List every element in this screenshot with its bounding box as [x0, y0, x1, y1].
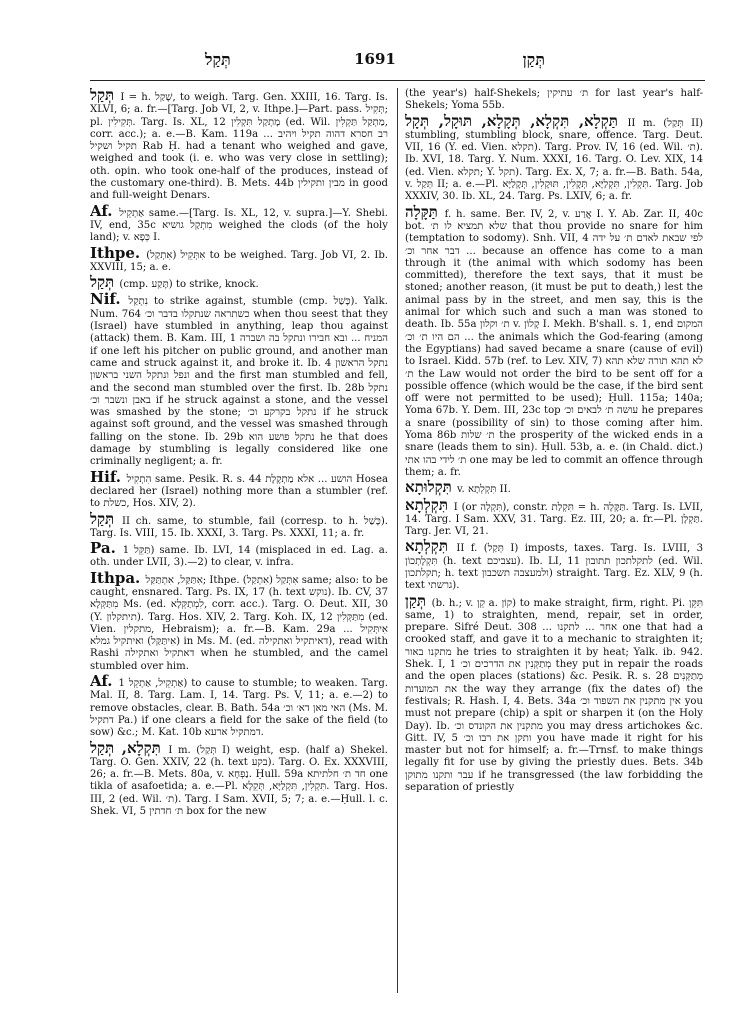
right-column: [405, 88, 703, 993]
entry-headword: תְּקַל: [90, 273, 115, 292]
entry-text: II ch. same, to stumble, fail (corresp. to h. כָּשַׁל). Targ. Is. VIII, 15. Ib. XXXI, 3. Targ. Ps. XXXI, 11; a. fr.: [90, 515, 388, 539]
entry-headword: Ithpe.: [90, 243, 141, 262]
dictionary-entry: [405, 88, 703, 113]
dictionary-entry: [90, 568, 388, 673]
entry-headword: תִּקְלְתָא: [405, 495, 448, 514]
running-head-left: תְּקַל: [205, 50, 231, 69]
entry-text: אַתְקֵיל same.—[Targ. Is. XL, 12, v. supra.]—Y. Shebi. IV, end, 35c מִתְקַל גושיא weighed the clods (of the holy land); v. כְּפָא I.: [90, 207, 388, 244]
entry-headword: תְּקַן: [405, 591, 426, 610]
dictionary-entry: [405, 539, 703, 592]
dictionary-entry: [405, 495, 703, 539]
entry-headword: תִּקְלְתָא: [405, 537, 448, 556]
entry-headword: תַּקָּלָה: [405, 202, 438, 221]
dictionary-entry: [90, 738, 388, 819]
dictionary-entry: [405, 480, 703, 496]
entry-text: (b. h.; v. קֵן a. קוֹן) to make straight, firm, right. Pi. תִּקֵּן same, 1) to straighten, mend, repair, set in order, prepare. Sifré Deut. 308 ... אחר ... לתקנו one that had a crooked staff, and gave it to a mechanic to straighten it; מתקנו באור he tries to straighten it by heat; Yalk. ib. 942. Shek. I, 1 מְתַקְּנִין את הדרכים וכ׳ they put in repair the roads and the open places (stations) &c. Pesik. R. s. 28 מְתַקְּנִים את המועדות the way they arrange (fix the dates of) the festivals; R. Hash. I, 4. Bets. 34a אין מתקנין את השפוד וכ׳ you must not prepare (chip) a spit or sharpen it (on the Holy Day). Ib. מתקנין את הקונדס וכ׳ you may dress artichokes &c. Gitt. IV, 5 ותקן את רבו וכ׳ you have made it right for his master but not for himself; a. fr.—Trnsf. to make things legally fit for use by giving the priestly dues. Bets. 34b עבר ותקנו מתוקן if he transgressed (the law forbidding the separation of priestly: [405, 597, 703, 794]
entry-headword: תִּקְלָא, תְּקַל: [90, 738, 161, 757]
entry-text: אִתַּקַּל, אִתְתַּקַּל; Ithpe. אִתְּקַל (אִתְקַל) same; also: to be caught, ensnared. Targ. Ps. IX, 17 (h. text נוקש). Ib. CV, 37 מִתַּקְּלָא Ms. (ed. לִמְתַקְּלָא, corr. acc.). Targ. O. Deut. XII, 30 (Y. תיתקלון). Targ. Hos. XIV, 2. Targ. Koh. IX, 12 מִתַּקְּלִין (ed. Vien. מתקלין, Hebraism); a. fr.—B. Kam. 29a ... אִיתְּקִיל (אִיתַּקַּל) ואיתקיל גמלא in Ms. M. (ed. דאיתקיל ואתקילה), read with Rashi דאתקיל ואתקילה when he stumbled, and the camel stumbled over him.: [90, 574, 388, 672]
dictionary-entry: [90, 243, 388, 275]
entry-text: I = h. שָׁקַל, to weigh. Targ. Gen. XXIII, 16. Targ. Is. XLVI, 6; a. fr.—[Targ. Job VI, 2, v. Ithpe.]—Part. pass. תְּקִיל; pl. תְּקִילִין. Targ. Is. XL, 12 מָתְקַל תִּקְלִין (ed. Wil. מַתְקַל תַּקְלִין, corr. acc.); a. e.—B. Kam. 119a ... רב חסרא דהוה תקיל ויהיב תקיל ושקיל Rab Ḥ. had a tenant who weighed and gave, weighed and took (i. e. who was very close in settling); oth. opin. who took one-half of the produces, instead of the customary one-third). B. Mets. 44b מבין ותקילין in good and full-weight Denars.: [90, 92, 388, 202]
entry-headword: Pa.: [90, 539, 116, 558]
dictionary-entry: [90, 674, 388, 739]
entry-text: II f. (תְּקַל I) imposts, taxes. Targ. Is. LVIII, 3 תִּקְלָתְכוֹן (h. text עצביכם). Ib. LI, 11 לתקלתכון תתובון (ed. Wil. תקלתכון; h. text ולמעצבה תשכבון) straight. Targ. Ez. XLV, 9 (h. text גרשתי).: [405, 543, 703, 592]
entry-headword: Af.: [90, 672, 113, 691]
entry-text: נִתְקַל to strike against, stumble (cmp. כָּשַׁל). Yalk. Num. 764 כשתראה שנתקלו בדבר וכ׳ when thou seest that they (Israel) have stumbled in anything, leap thou against (attack) them. B. Kam. III, 1 המניח ... ובא חבירו ונתקל בה ושברה if one left his pitcher on public ground, and another man came and struck against it, and broke it. Ib. 4 נתקל הראשון ונפל ונתקל השני בראשון and the first man stumbled and fell, and the second man stumbled over the first. Ib. 28b נתקל באבן ונשבר וכ׳ if he struck against a stone, and the vessel was smashed by the stone; נתקל בקרקע וכ׳ if he struck against soft ground, and the vessel was smashed through falling on the stone. Ib. 29b נתקל פושע הוא he that does damage by stumbling is legally considered like one criminally negligent; a. fr.: [90, 296, 388, 468]
entry-text: (cmp. תָּקַע) to strike, knock.: [119, 279, 259, 291]
page-number: 1691: [354, 50, 396, 68]
entry-text: I m. (תְּקַל I) weight, esp. (half a) Shekel. Targ. O. Gen. XXIV, 22 (h. text בקע). Targ. O. Ex. XXXVIII, 26; a. fr.—B. Mets. 80a, v. נַפְחָא. Ḥull. 59a חד ת׳ חלתיתא one tikla of asafoetida; a. e.—Pl. תִּקְלִין, תִּקְלַיָּא, תְּקֵלָא. Targ. Hos. III, 2 (ed. Wil. ת׳). Targ. I Sam. XVII, 5; 7; a. e.—Ḥull. l. c. Shek. VI, 5 ת׳ חדתין box for the new: [90, 744, 388, 818]
dictionary-entry: [90, 467, 388, 511]
running-head-right: תְּקַן: [522, 50, 545, 69]
entry-text: (the year's) half-Shekels; ת׳ עתיקין for last year's half-Shekels; Yoma 55b.: [405, 88, 703, 112]
entry-text: אַתְקֵיל, אַתְקֵל 1) to cause to stumble; to weaken. Targ. Mal. II, 8. Targ. Lam. I, 14. Targ. Ps. V, 11; a. e.—2) to remove obstacles, clear. B. Bath. 54a האי מאן דא׳ וכ׳ (Ms. M. דתקיל Pa.) if one clears a field for the sake of the field (to sow) &c.; M. Kat. 10b דמתקיל ארעא.: [90, 678, 388, 739]
header-rule: [90, 80, 705, 81]
dictionary-entry: [405, 202, 703, 480]
entry-headword: Ithpa.: [90, 568, 141, 587]
left-column: [90, 88, 388, 993]
entry-text: II m. (תְּקַל II) stumbling, stumbling block, snare, offence. Targ. Deut. VII, 16 (Y. ed. Vien. תקלא). Targ. Prov. IV, 16 (ed. Wil. ת׳). Ib. XVI, 18. Targ. Y. Num. XXXI, 16. Targ. O. Lev. XIX, 14 (ed. Vien. תקלא; Y. תקל). Targ. Ex. X, 7; a. fr.—B. Bath. 54a, v. תְּקַל II; a. e.—Pl. תִּקְלִין, תִּקְלַיָּא, תְּקָלִין, תּוּקָלִין, תְּקָלַיָּא. Targ. Job XXXIV, 30. Ib. XL, 24. Targ. Ps. LXIV, 6; a. fr.: [405, 117, 703, 203]
entry-headword: תִּקְלוּתָא: [405, 478, 452, 497]
entry-headword: Hif.: [90, 467, 122, 486]
dictionary-entry: [90, 541, 388, 570]
entry-text: אִתְּקֵיל (אִתְקַל) to be weighed. Targ. Job VI, 2. Ib. XXVIII, 15; a. e.: [90, 249, 388, 273]
dictionary-entry: [90, 509, 388, 541]
entry-text: הִתְקִיל same. Pesik. R. s. 44 הושע ... אלא מַתְקֶלֶת Hosea declared her (Israel) nothing more than a stumbler (ref. to כשלת, Hos. XIV, 2).: [90, 473, 388, 510]
entry-headword: Af.: [90, 201, 113, 220]
entry-text: I (or תִּקְלָה), constr. תִּקְלַת = h. תַּקָּלָה. Targ. Is. LVII, 14. Targ. I Sam. XXV, 31. Targ. Ez. III, 20; a. fr.—Pl. תַּקְלָן. Targ. Jer. VI, 21.: [405, 501, 703, 538]
column-divider: [397, 88, 398, 993]
dictionary-entry: [90, 292, 388, 468]
dictionary-entry: [90, 88, 388, 203]
entry-text: v. תִּקְלְתָא II.: [457, 484, 511, 496]
dictionary-entry: [90, 201, 388, 245]
entry-headword: תַּקְלָא, תִּקְלָא, תְּקָלָא, תּוּקָל, תְּקָל: [405, 111, 618, 130]
dictionary-entry: [405, 111, 703, 204]
dictionary-entry: [405, 591, 703, 795]
entry-headword: תְּקַל: [90, 88, 115, 104]
entry-text: תַּקֵּל 1) same. Ib. LVI, 14 (misplaced in ed. Lag. a. oth. under LVII, 3).—2) to clear, v. infra.: [90, 545, 388, 569]
entry-headword: Nif.: [90, 290, 121, 309]
entry-text: f. h. same. Ber. IV, 2, v. אֲרַע I. Y. Ab. Zar. II, 40c bot. שלא תמציא לו ת׳ that thou provide no snare for him (temptation to sodomy). Snh. VII, 4 לפי שבאת לאדם ת׳ על ידה ... דבר אחר וכ׳ because an offence has come to a man through it (the animal with which sodomy has been committed), therefore the text says, that it must be stoned; another reason, (it must be put to death,) lest the animal pass by in the street, and men say, this is the animal for which such and such a man was stoned to death. Ib. 55a ת׳ וקלון v. קָלוֹן I. Mekh. B'shall. s. 1, end המקום ... הם היו ת׳ וכ׳ the animals which the God-fearing (among the Egyptians) had saved became a snare (cause of evil) to Israel. Kidd. 57b (ref. to Lev. XIV, 7) לא תהא תורה שלא תהא ת׳ the Law would not order the bird to be sent off for a possible offence (which would be the case, if the bird sent off were not permitted to be used); Ḥull. 115a; 140a; Yoma 67b. Y. Dem. III, 23c top עושה ת׳ לבאים וכ׳ he prepares a snare (possibility of sin) to those coming after him. Yoma 86b ת׳ שלות the prosperity of the wicked ends in a snare (leads them to sin). Ḥull. 53b, a. e. (in Chald. dict.) ת׳ לידי בהו אתי one may be led to commit an offence through them; a. fr.: [405, 208, 703, 478]
dictionary-entry: [90, 275, 388, 291]
page-header: [60, 50, 690, 74]
entry-headword: תְּקַל: [90, 509, 115, 528]
